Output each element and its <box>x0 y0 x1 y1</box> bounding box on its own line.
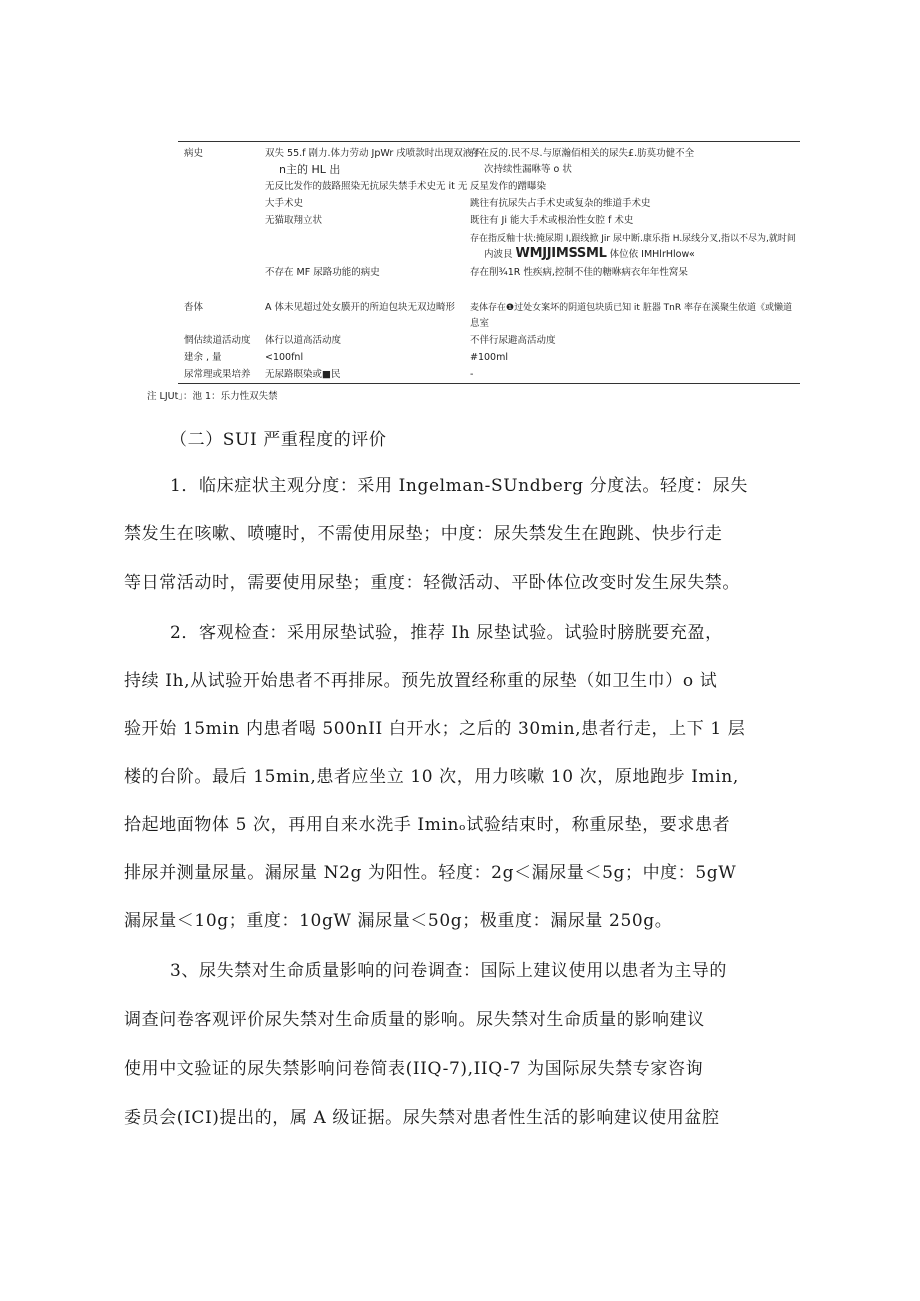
table-cell: 不伴行尿避高活动度 <box>470 335 556 346</box>
table-cell: 反星发作的蹭曝染 <box>470 181 547 192</box>
paragraph-line: 持续 Ih,从试验开始患者不再排尿。预先放置经称重的尿垫（如卫生巾）o 试 <box>124 671 718 691</box>
table-cell <box>265 163 340 178</box>
section-heading: （二）SUI 严重程度的评价 <box>170 430 387 450</box>
paragraph-line: 使用中文验证的尿失禁影响问卷简表(IIQ-7),IIQ-7 为国际尿失禁专家咨询 <box>124 1059 704 1079</box>
table-cell-text: 体位依 IMHlrHlow« <box>606 249 695 260</box>
table-cell: 无反比发作的鼓路照染无抗尿失禁手术史无 it 无 <box>265 181 468 192</box>
paragraph-line: 2．客观检查：采用尿垫试验，推荐 Ih 尿垫试验。试验时膀胱要充盈， <box>170 623 723 643</box>
table-cell: 惘估续道活动度 <box>184 335 251 346</box>
table-cell: 息室 <box>470 318 490 329</box>
table-cell <box>470 247 695 262</box>
paragraph-line: 验开始 15min 内患者喝 500nII 白开水；之后的 30min,患者行走，上下 1 层 <box>124 719 746 739</box>
paragraph-line: 3、尿失禁对生命质量影响的问卷调查：国际上建议使用以患者为主导的 <box>170 961 728 981</box>
table-cell: 建余 , 量 <box>184 352 222 363</box>
table-cell-text: WMJJIMSSML <box>515 246 607 261</box>
table-cell: 存在反的.民不尽.与原瀚佰相关的尿失£.肪莫功健不全 <box>470 148 695 159</box>
paragraph-line: 漏尿量＜10g；重度：10gW 漏尿量＜50g；极重度：漏尿量 250g。 <box>124 911 673 931</box>
table-cell: 麦体存在❶过处女案坏的阴道包块质已知 it 脏器 TnR 率存在溪聚生依道《或懒道 <box>470 303 792 313</box>
table-cell: 双失 55.f 剧力.体力劳动 JpWr 戌喷款时出现双液不 <box>265 148 482 159</box>
table-cell-text: 内波艮 <box>484 249 516 260</box>
table-cell: - <box>470 369 474 380</box>
paragraph-line: 等日常活动时，需要使用尿垫；重度：轻微活动、平卧体位改变时发生尿失禁。 <box>124 573 740 593</box>
table-bottom-rule <box>178 383 800 384</box>
paragraph-line: 调查问卷客观评价尿失禁对生命质量的影响。尿失禁对生命质量的影响建议 <box>124 1010 705 1030</box>
table-cell: 尿常理或果培养 <box>184 369 251 380</box>
table-cell: 体行以道高活动度 <box>265 335 342 346</box>
table-cell: 存在削¾1R 性疾病,控制不佳的糖咻病衣年年性窝呆 <box>470 267 688 278</box>
table-cell: 存在指反釉十状:掩尿期 I,跟线掀 Jir 尿中断.康乐指 H.尿线分叉,指以不尽为,就时间 <box>470 234 796 244</box>
table-footnote: 注 LJUt」：池 1：乐力性双失禁 <box>147 391 278 402</box>
table-cell: #100ml <box>470 352 508 363</box>
paragraph-line: 楼的台阶。最后 15min,患者应坐立 10 次，用力咳嗽 10 次，原地跑步 Imin, <box>124 767 739 787</box>
table-cell: 次持续性漏咻等 o 状 <box>484 164 572 175</box>
paragraph-line: 排尿并测量尿量。漏尿量 N2g 为阳性。轻度：2g＜漏尿量＜5g；中度：5gW <box>124 863 737 883</box>
table-cell: 沓体 <box>184 302 204 313</box>
table-cell: 无尿路瞑染或■民 <box>265 369 341 380</box>
table-cell: 无猫取翔立状 <box>265 215 323 226</box>
table-cell-text: n主的 HL 出 <box>279 163 341 176</box>
table-cell: 跳往有抗尿失占手术史或复杂的维道手术史 <box>470 198 651 209</box>
table-cell: 既往有 Ji 能大手术或根治性女腔 f 术史 <box>470 215 634 226</box>
table-cell: 病史 <box>184 148 204 159</box>
paragraph-line: 拾起地面物体 5 次，再用自来水洗手 Iminₒ试验结束时，称重尿垫，要求患者 <box>124 815 731 835</box>
paragraph-line: 禁发生在咳嗽、喷嚏时，不需使用尿垫；中度：尿失禁发生在跑跳、快步行走 <box>124 524 723 544</box>
table-top-rule <box>178 141 800 142</box>
table-cell: <100fnl <box>265 352 304 363</box>
paragraph-line: 1．临床症状主观分度：采用 Ingelman-SUndberg 分度法。轻度：尿失 <box>170 476 748 496</box>
table-cell: A 体未见超过处女膜开的所迫包块无双边畸形 <box>265 302 456 313</box>
paragraph-line: 委员会(ICI)提出的，属 A 级证据。尿失禁对患者性生活的影响建议使用盆腔 <box>124 1108 720 1128</box>
table-cell: 不存在 MF 尿路功能的病史 <box>265 267 380 278</box>
table-cell: 大手术史 <box>265 198 304 209</box>
